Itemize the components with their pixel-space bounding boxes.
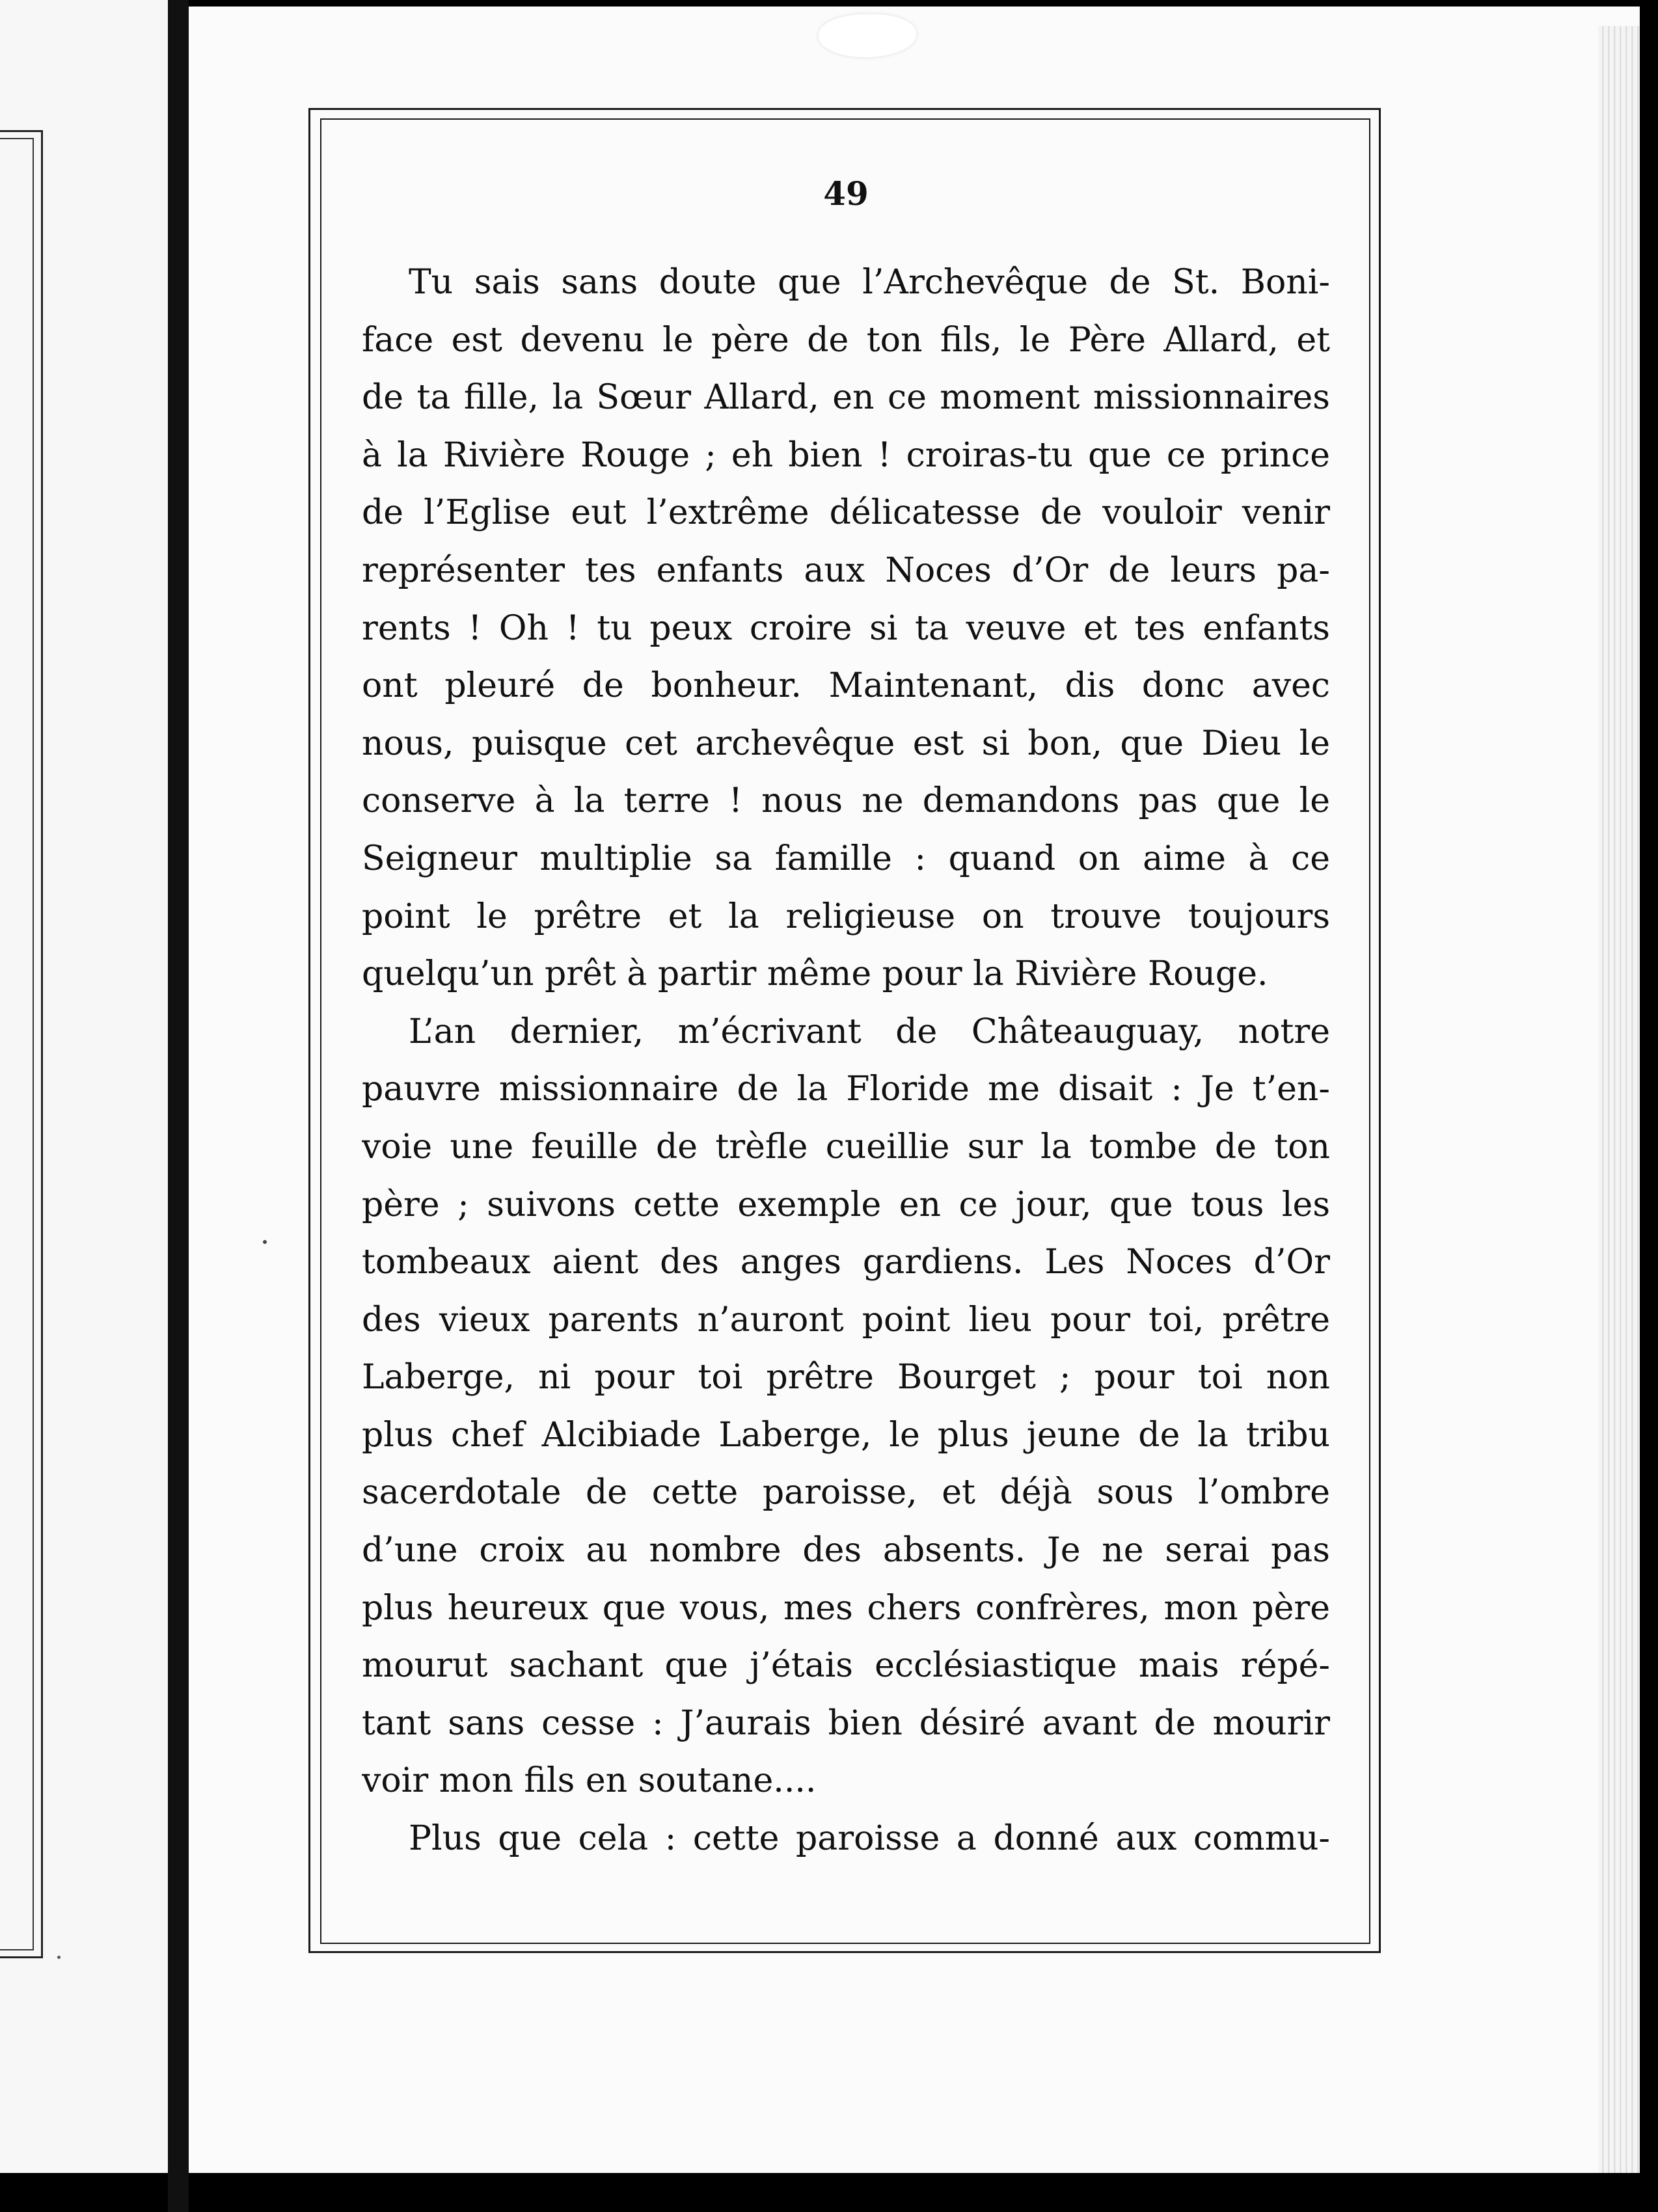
text-line: L’an dernier, m’écrivant de Châteauguay, notre <box>409 1012 1330 1051</box>
text-line: face est devenu le père de ton fils, le Père Allard, et <box>362 320 1330 360</box>
text-line: point le prêtre et la religieuse on trouve toujours <box>362 897 1330 936</box>
text-line: Plus que cela : cette paroisse a donné aux commu- <box>409 1819 1330 1859</box>
text-line: des vieux parents n’auront point lieu pour toi, prêtre <box>362 1300 1330 1340</box>
text-line: mourut sachant que j’étais ecclésiastique mais répé- <box>362 1646 1330 1686</box>
text-line: nous, puisque cet archevêque est si bon, que Dieu le <box>362 723 1330 763</box>
previous-page-edge <box>0 0 177 2173</box>
text-line: Tu sais sans doute que l’Archevêque de St. Boni- <box>409 263 1330 302</box>
page-stack-edge <box>1598 26 1640 2173</box>
text-line: rents ! Oh ! tu peux croire si ta veuve et tes enfants <box>362 608 1330 648</box>
paper-speck <box>57 1956 61 1959</box>
text-line: pauvre missionnaire de la Floride me disait : Je t’en- <box>362 1070 1330 1109</box>
previous-page-frame-inner <box>0 138 34 1950</box>
text-line: père ; suivons cette exemple en ce jour, que tous les <box>362 1185 1330 1224</box>
text-line: Seigneur multiplie sa famille : quand on aime à ce <box>362 839 1330 878</box>
text-line: plus chef Alcibiade Laberge, le plus jeune de la tribu <box>362 1415 1330 1455</box>
page-number: 49 <box>823 174 869 213</box>
text-line: voir mon fils en soutane.... <box>362 1761 817 1801</box>
text-line: tombeaux aient des anges gardiens. Les Noces d’Or <box>362 1243 1330 1282</box>
text-line: voie une feuille de trèfle cueillie sur la tombe de ton <box>362 1127 1330 1167</box>
paper-speck <box>263 1240 267 1244</box>
book-binding-gutter <box>168 0 189 2212</box>
text-line: représenter tes enfants aux Noces d’Or de leurs pa- <box>362 550 1330 590</box>
text-line: de ta fille, la Sœur Allard, en ce moment missionnaires <box>362 378 1330 418</box>
text-line: à la Rivière Rouge ; eh bien ! croiras-tu que ce prince <box>362 435 1330 475</box>
text-line: de l’Eglise eut l’extrême délicatesse de vouloir venir <box>362 493 1330 533</box>
text-line: tant sans cesse : J’aurais bien désiré avant de mourir <box>362 1703 1330 1743</box>
text-line: d’une croix au nombre des absents. Je ne serai pas <box>362 1531 1330 1571</box>
text-line: Laberge, ni pour toi prêtre Bourget ; pour toi non <box>362 1358 1330 1397</box>
text-line: ont pleuré de bonheur. Maintenant, dis donc avec <box>362 666 1330 706</box>
text-line: sacerdotale de cette paroisse, et déjà sous l’ombre <box>362 1473 1330 1513</box>
text-line: plus heureux que vous, mes chers confrères, mon père <box>362 1588 1330 1628</box>
text-line: conserve à la terre ! nous ne demandons pas que le <box>362 781 1330 821</box>
body-text <box>362 254 1330 1868</box>
text-line: quelqu’un prêt à partir même pour la Rivière Rouge. <box>362 954 1268 994</box>
